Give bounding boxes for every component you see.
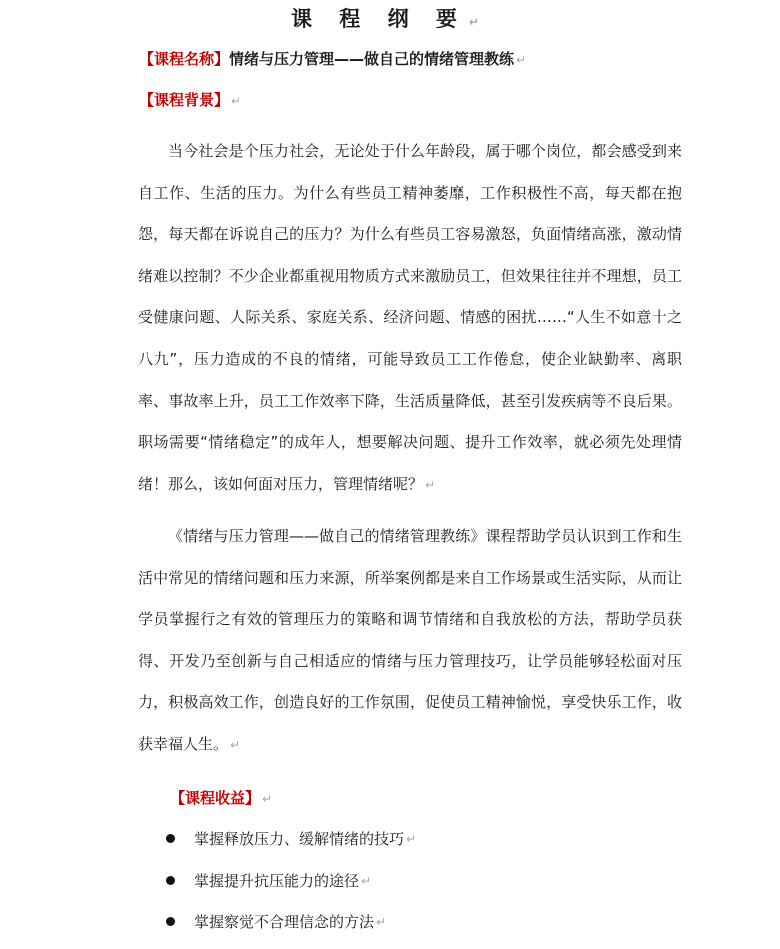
list-item-text: 掌握释放压力、缓解情绪的技巧 [194,830,405,848]
course-name-line [139,47,526,72]
benefits-heading [170,786,272,811]
course-name-label: 【课程名称】 [139,50,230,68]
document-title-text: 课 程 纲 要 [291,7,467,31]
document-title [0,4,780,37]
bullet-icon [166,876,175,885]
list-item-text: 掌握察觉不合理信念的方法 [194,913,375,931]
paragraph-mark-icon: ↵ [425,477,436,492]
paragraph-mark-icon: ↵ [406,832,417,846]
benefits-list [166,824,416,949]
paragraph-mark-icon: ↵ [468,15,489,29]
paragraph-mark-icon: ↵ [376,915,387,929]
course-name-value: 情绪与压力管理——做自己的情绪管理教练 [229,50,515,68]
paragraph-mark-icon: ↵ [231,94,242,108]
bullet-icon [166,917,175,926]
benefits-heading-label: 【课程收益】 [170,789,261,807]
background-paragraph [138,131,682,506]
list-item [166,907,416,949]
paragraph-mark-icon: ↵ [230,737,241,752]
background-heading-label: 【课程背景】 [139,91,230,109]
background-paragraph [138,516,682,767]
bullet-icon [166,834,175,843]
list-item [166,866,416,908]
background-heading [139,88,241,113]
paragraph-mark-icon: ↵ [361,873,372,888]
paragraph-mark-icon: ↵ [516,53,527,67]
list-item-text: 掌握提升抗压能力的途径 [194,871,360,890]
paragraph-mark-icon: ↵ [262,792,273,806]
background-paragraph-text: 《情绪与压力管理——做自己的情绪管理教练》课程帮助学员认识到工作和生活中常见的情绪问题和压力来源，所举案例都是来自工作场景或生活实际，从而让学员掌握行之有效的管理压力的策略和调节情绪和自我放松的方法，帮助学员获得、开发乃至创新与自己相适应的情绪与压力管理技巧，让学员能够轻松面对压力，积极高效工作，创造良好的工作氛围，促使员工精神愉悦，享受快乐工作，收获幸福人生。 [138,527,682,753]
list-item [166,824,416,866]
background-paragraph-text: 当今社会是个压力社会，无论处于什么年龄段，属于哪个岗位，都会感受到来自工作、生活的压力。为什么有些员工精神萎靡，工作积极性不高，每天都在抱怨，每天都在诉说自己的压力？为什么有些员工容易激怒，负面情绪高涨，激动情绪难以控制？不少企业都重视用物质方式来激励员工，但效果往往并不理想，员工受健康问题、人际关系、家庭关系、经济问题、情感的困扰……“人生不如意十之八九”，压力造成的不良的情绪，可能导致员工工作倦怠，使企业缺勤率、离职率、事故率上升，员工工作效率下降，生活质量降低，甚至引发疾病等不良后果。职场需要“情绪稳定”的成年人，想要解决问题、提升工作效率，就必须先处理情绪！那么，该如何面对压力，管理情绪呢？ [138,142,682,493]
